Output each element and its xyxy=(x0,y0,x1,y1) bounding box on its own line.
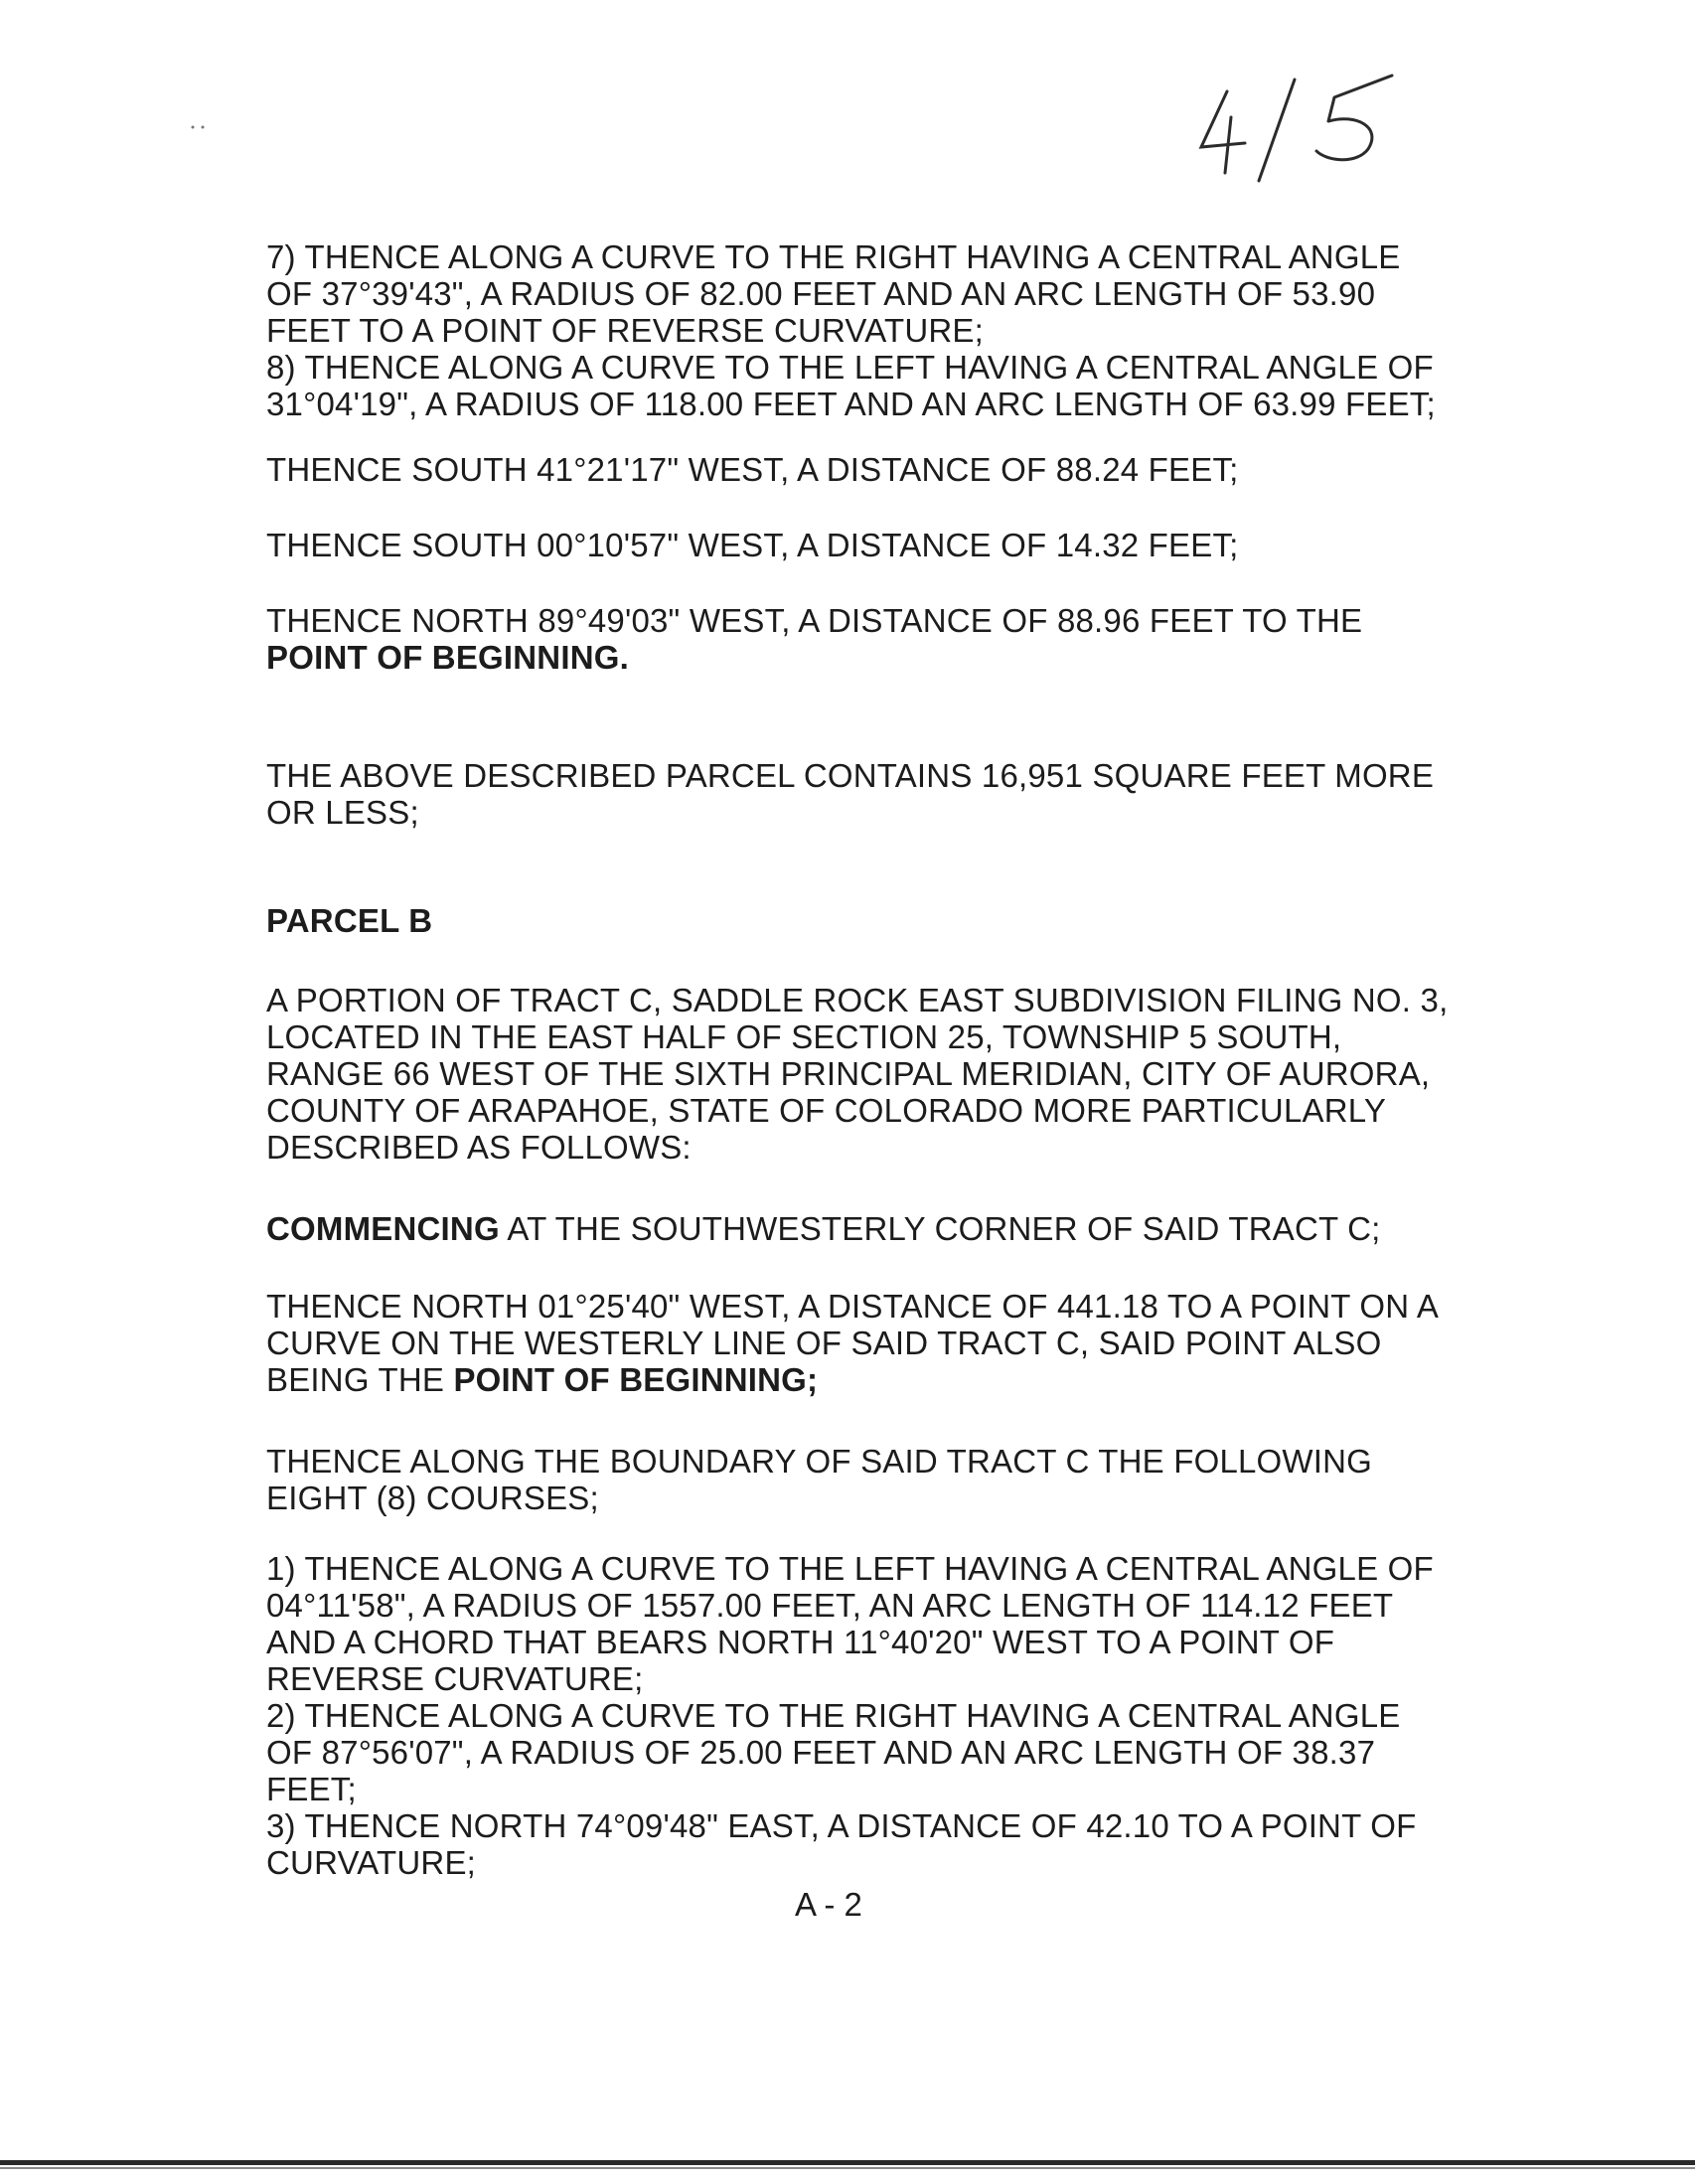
point-of-beginning: POINT OF BEGINNING. xyxy=(266,639,629,676)
text-line: A PORTION OF TRACT C, SADDLE ROCK EAST SUBDIVISION FILING NO. 3, xyxy=(266,982,1449,1018)
north-course-1 xyxy=(266,602,1488,676)
text-line: 3) THENCE NORTH 74°09'48" EAST, A DISTANCE OF 42.10 TO A POINT OF xyxy=(266,1807,1417,1844)
text-line: 04°11'58", A RADIUS OF 1557.00 FEET, AN ARC LENGTH OF 114.12 FEET xyxy=(266,1587,1394,1624)
parcel-heading: PARCEL B xyxy=(266,902,433,939)
parcel-b-description xyxy=(266,982,1488,1166)
text-line: OF 87°56'07", A RADIUS OF 25.00 FEET AND AN ARC LENGTH OF 38.37 xyxy=(266,1734,1376,1771)
point-of-beginning: POINT OF BEGINNING; xyxy=(453,1361,819,1398)
bottom-rule xyxy=(0,2160,1695,2165)
text-line xyxy=(266,1210,1488,1247)
text-line: LOCATED IN THE EAST HALF OF SECTION 25, TOWNSHIP 5 SOUTH, xyxy=(266,1018,1342,1055)
text-line: COUNTY OF ARAPAHOE, STATE OF COLORADO MORE PARTICULARLY xyxy=(266,1092,1387,1129)
text-line: THENCE NORTH 01°25'40" WEST, A DISTANCE OF 441.18 TO A POINT ON A xyxy=(266,1288,1440,1325)
text-line: THENCE ALONG THE BOUNDARY OF SAID TRACT C THE FOLLOWING xyxy=(266,1443,1373,1480)
commencing-label: COMMENCING xyxy=(266,1210,500,1247)
text-line: REVERSE CURVATURE; xyxy=(266,1660,644,1697)
courses-1-3 xyxy=(266,1550,1488,1881)
course-7-paragraph xyxy=(266,238,1488,422)
text-line: THENCE SOUTH 00°10'57" WEST, A DISTANCE OF 14.32 FEET; xyxy=(266,527,1239,563)
text-line: 2) THENCE ALONG A CURVE TO THE RIGHT HAVING A CENTRAL ANGLE xyxy=(266,1697,1401,1734)
north-course-2 xyxy=(266,1288,1488,1398)
text-line: OF 37°39'43", A RADIUS OF 82.00 FEET AND AN ARC LENGTH OF 53.90 xyxy=(266,275,1376,312)
text-line: 31°04'19", A RADIUS OF 118.00 FEET AND AN ARC LENGTH OF 63.99 FEET; xyxy=(266,386,1436,422)
scan-speck xyxy=(185,123,215,131)
text-line: THENCE NORTH 89°49'03" WEST, A DISTANCE OF 88.96 FEET TO THE xyxy=(266,602,1363,639)
page-code: A - 2 xyxy=(795,1886,862,1923)
text-line: 1) THENCE ALONG A CURVE TO THE LEFT HAVING A CENTRAL ANGLE OF xyxy=(266,1550,1434,1587)
text-line: 7) THENCE ALONG A CURVE TO THE RIGHT HAVING A CENTRAL ANGLE xyxy=(266,238,1401,275)
parcel-area xyxy=(266,757,1488,831)
commencing-line xyxy=(266,1210,1488,1247)
text-line: FEET; xyxy=(266,1771,357,1807)
text-line xyxy=(266,1361,1488,1398)
text-line: DESCRIBED AS FOLLOWS: xyxy=(266,1129,692,1166)
handwritten-page-note xyxy=(1187,70,1426,189)
text-line: FEET TO A POINT OF REVERSE CURVATURE; xyxy=(266,312,984,349)
text-line: RANGE 66 WEST OF THE SIXTH PRINCIPAL MERIDIAN, CITY OF AURORA, xyxy=(266,1055,1431,1092)
south-course-1 xyxy=(266,451,1488,488)
text-line: CURVATURE; xyxy=(266,1844,477,1881)
text-line: THENCE SOUTH 41°21'17" WEST, A DISTANCE OF 88.24 FEET; xyxy=(266,451,1239,488)
text-line: THE ABOVE DESCRIBED PARCEL CONTAINS 16,951 SQUARE FEET MORE xyxy=(266,757,1435,794)
commencing-text: AT THE SOUTHWESTERLY CORNER OF SAID TRACT C; xyxy=(499,1210,1381,1247)
text-line: AND A CHORD THAT BEARS NORTH 11°40'20" WEST TO A POINT OF xyxy=(266,1624,1335,1660)
bottom-rule-shadow xyxy=(0,2167,1695,2169)
text-line: CURVE ON THE WESTERLY LINE OF SAID TRACT C, SAID POINT ALSO xyxy=(266,1325,1382,1361)
boundary-intro xyxy=(266,1443,1488,1516)
text-line: 8) THENCE ALONG A CURVE TO THE LEFT HAVING A CENTRAL ANGLE OF xyxy=(266,349,1434,386)
text-fragment: BEING THE xyxy=(266,1361,454,1398)
text-line: EIGHT (8) COURSES; xyxy=(266,1480,599,1516)
text-line: OR LESS; xyxy=(266,794,419,831)
parcel-b-heading-block xyxy=(266,902,1488,939)
south-course-2 xyxy=(266,527,1488,563)
